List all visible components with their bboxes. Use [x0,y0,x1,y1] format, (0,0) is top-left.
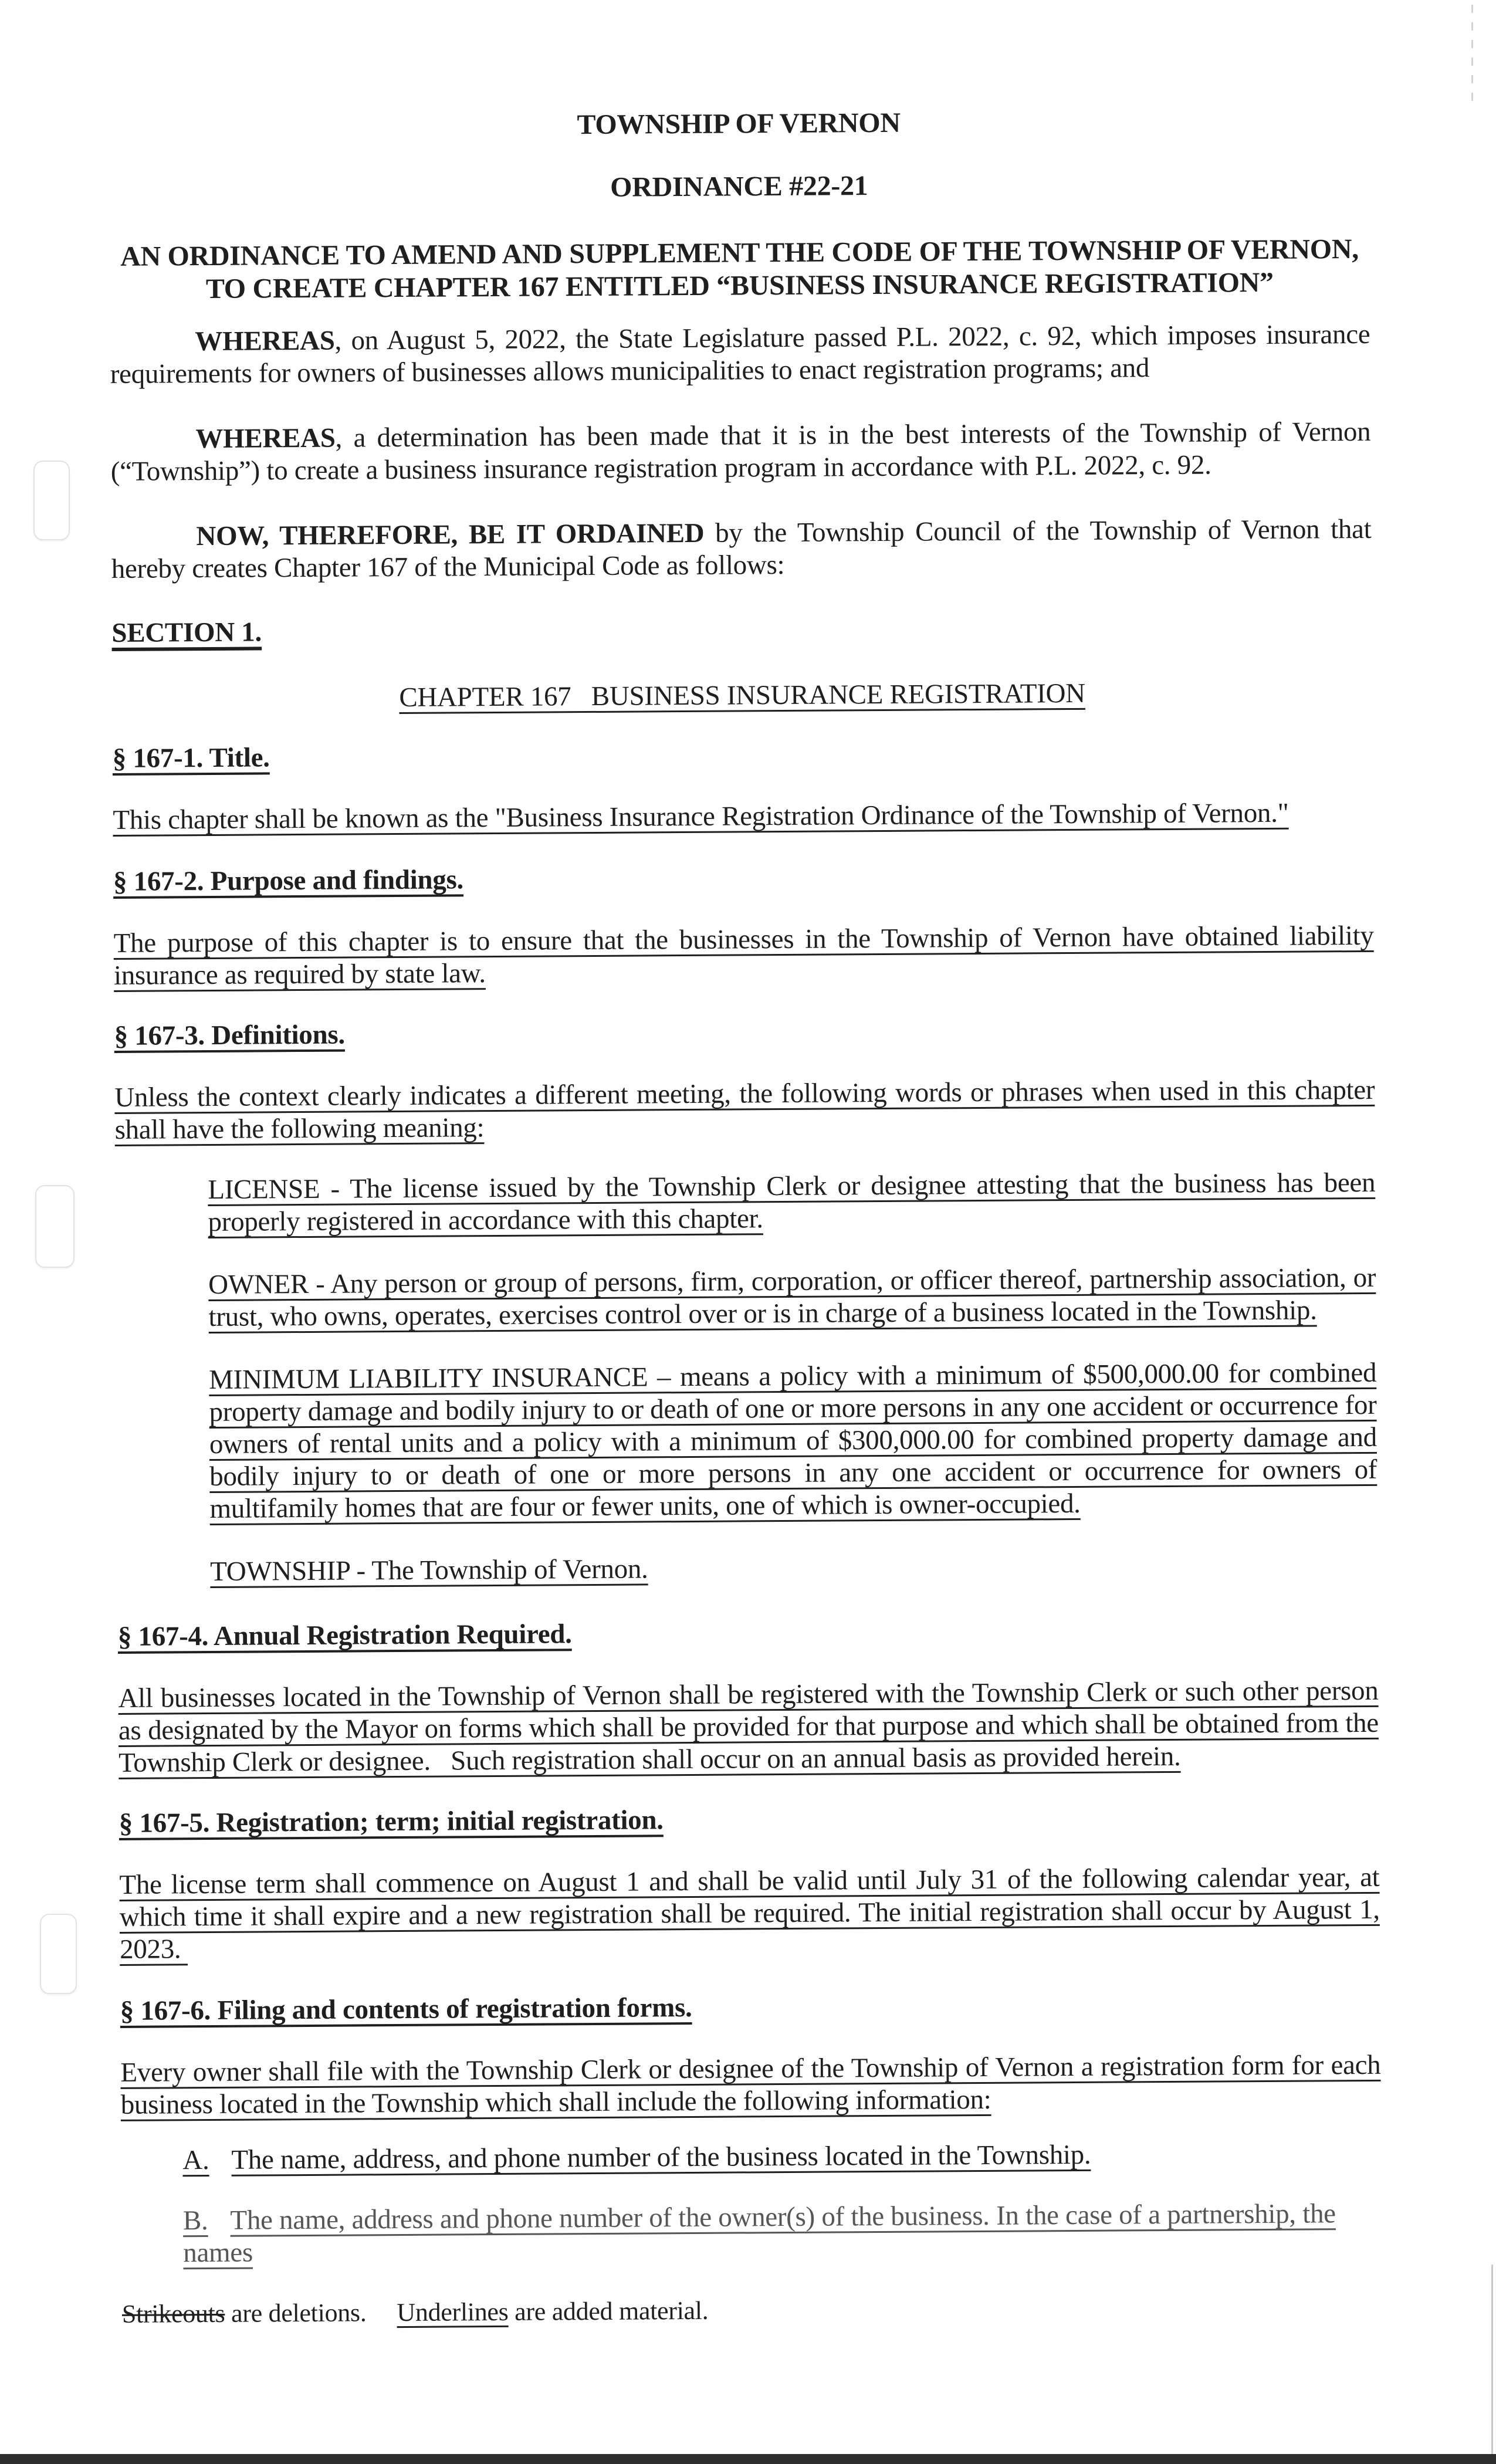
scan-bottom-edge [0,2454,1496,2464]
section-167-5-body: The license term shall commence on August 1 and shall be valid until July 31 of the following calendar year, at which time it shall expire and a new registration shall be required. The initial registration shall occur by August 1, 2023. [119,1861,1380,1965]
document-org-title: TOWNSHIP OF VERNON [577,107,901,141]
definition-owner: OWNER - Any person or group of persons, firm, corporation, or officer thereof, partnership association, or trust, who owns, operates, exercises control over or is in charge of a business located in the Township. [208,1262,1376,1332]
whereas-1-text: , on August 5, 2022, the State Legislature passed P.L. 2022, c. 92, which imposes insurance requirements for owners of businesses allows municipalities to enact registration programs; and [110,319,1370,390]
list-item-a-text: The name, address, and phone number of the business located in the Township. [231,2139,1091,2175]
section-167-5-heading: § 167-5. Registration; term; initial registration. [119,1805,664,1839]
ordained-lead: NOW, THEREFORE, BE IT ORDAINED [196,517,705,552]
section-167-3-body: Unless the context clearly indicates a different meeting, the following words or phrases when used in this chapter shall have the following meaning: [114,1074,1375,1145]
chapter-167-heading: CHAPTER 167 BUSINESS INSURANCE REGISTRATION [399,678,1085,713]
left-margin-punch-mark-1 [33,461,70,540]
whereas-clause-1 [110,319,1370,391]
ordinance-number: ORDINANCE #22-21 [610,170,868,203]
list-item-a-marker: A. [182,2145,209,2176]
legend-footer [122,2290,1382,2330]
section-167-6-body: Every owner shall file with the Township Clerk or designee of the Township of Vernon a registration form for each business located in the Township which shall include the following information: [120,2049,1381,2120]
ordained-text: by the Township Council of the Township of Vernon that hereby creates Chapter 167 of the Municipal Code as follows: [111,513,1372,584]
ordinance-title-line2: TO CREATE CHAPTER 167 ENTITLED “BUSINESS INSURANCE REGISTRATION” [205,266,1274,304]
section-1-label: SECTION 1. [111,617,262,648]
scan-edge-line [1491,2265,1493,2458]
section-167-6-heading: § 167-6. Filing and contents of registration forms. [120,1992,692,2026]
definition-license: LICENSE - The license issued by the Township Clerk or designee attesting that the business has been properly registered in accordance with this chapter. [208,1167,1376,1237]
scan-edge-dashes [1471,5,1473,101]
definition-township: TOWNSHIP - The Township of Vernon. [210,1553,648,1587]
section-167-1-body: This chapter shall be known as the "Business Insurance Registration Ordinance of the Township of Vernon." [113,797,1289,835]
list-item-a [182,2137,1381,2177]
left-margin-punch-mark-2 [35,1185,75,1268]
section-167-3-heading: § 167-3. Definitions. [114,1019,345,1051]
legend-deletions-text: are deletions. [225,2298,367,2328]
ordinance-title [109,233,1370,306]
whereas-2-text: , a determination has been made that it is in the best interests of the Township of Vernon (“Township”) to create a business insurance registration program in accordance with P.L. 2022, c. 92. [110,416,1371,487]
whereas-clause-2 [110,416,1371,488]
document-content [109,104,1382,2330]
whereas-2-lead: WHEREAS [195,422,336,455]
section-167-4-body: All businesses located in the Township of Vernon shall be registered with the Township Clerk or such other person as designated by the Mayor on forms which shall be provided for that purpose and which shall be obtained from the Township Clerk or designee. Such registration shall occur on an annual basis as provided herein. [118,1675,1379,1778]
ordained-clause [111,513,1372,585]
section-167-2-body: The purpose of this chapter is to ensure that the businesses in the Township of Vernon have obtained liability insurance as required by state law. [113,920,1374,991]
section-167-4-heading: § 167-4. Annual Registration Required. [117,1619,572,1652]
left-margin-punch-mark-3 [40,1914,77,1994]
ordinance-title-line1: AN ORDINANCE TO AMEND AND SUPPLEMENT THE CODE OF THE TOWNSHIP OF VERNON, [120,233,1359,272]
legend-added-text: are added material. [508,2296,709,2326]
list-item-b [183,2198,1382,2269]
legend-strikeouts-word: Strikeouts [121,2299,225,2328]
section-167-1-heading: § 167-1. Title. [112,742,270,774]
legend-underlines-word: Underlines [397,2297,509,2327]
list-item-b-text: The name, address and phone number of the owner(s) of the business. In the case of a partnership, the names [183,2198,1336,2269]
list-item-b-marker: B. [182,2205,208,2236]
whereas-1-lead: WHEREAS [195,325,335,357]
section-167-2-heading: § 167-2. Purpose and findings. [113,864,464,897]
definition-minimum-liability-insurance: MINIMUM LIABILITY INSURANCE – means a policy with a minimum of $500,000.00 for combined property damage and bodily injury to or death of one or more persons in any one accident or occurrence for owners of rental units and a policy with a minimum of $300,000.00 for combined property damage and bodily injury to or death of one or more persons in any one accident or occurrence for owners of multifamily homes that are four or fewer units, one of which is owner-occupied. [209,1357,1377,1524]
